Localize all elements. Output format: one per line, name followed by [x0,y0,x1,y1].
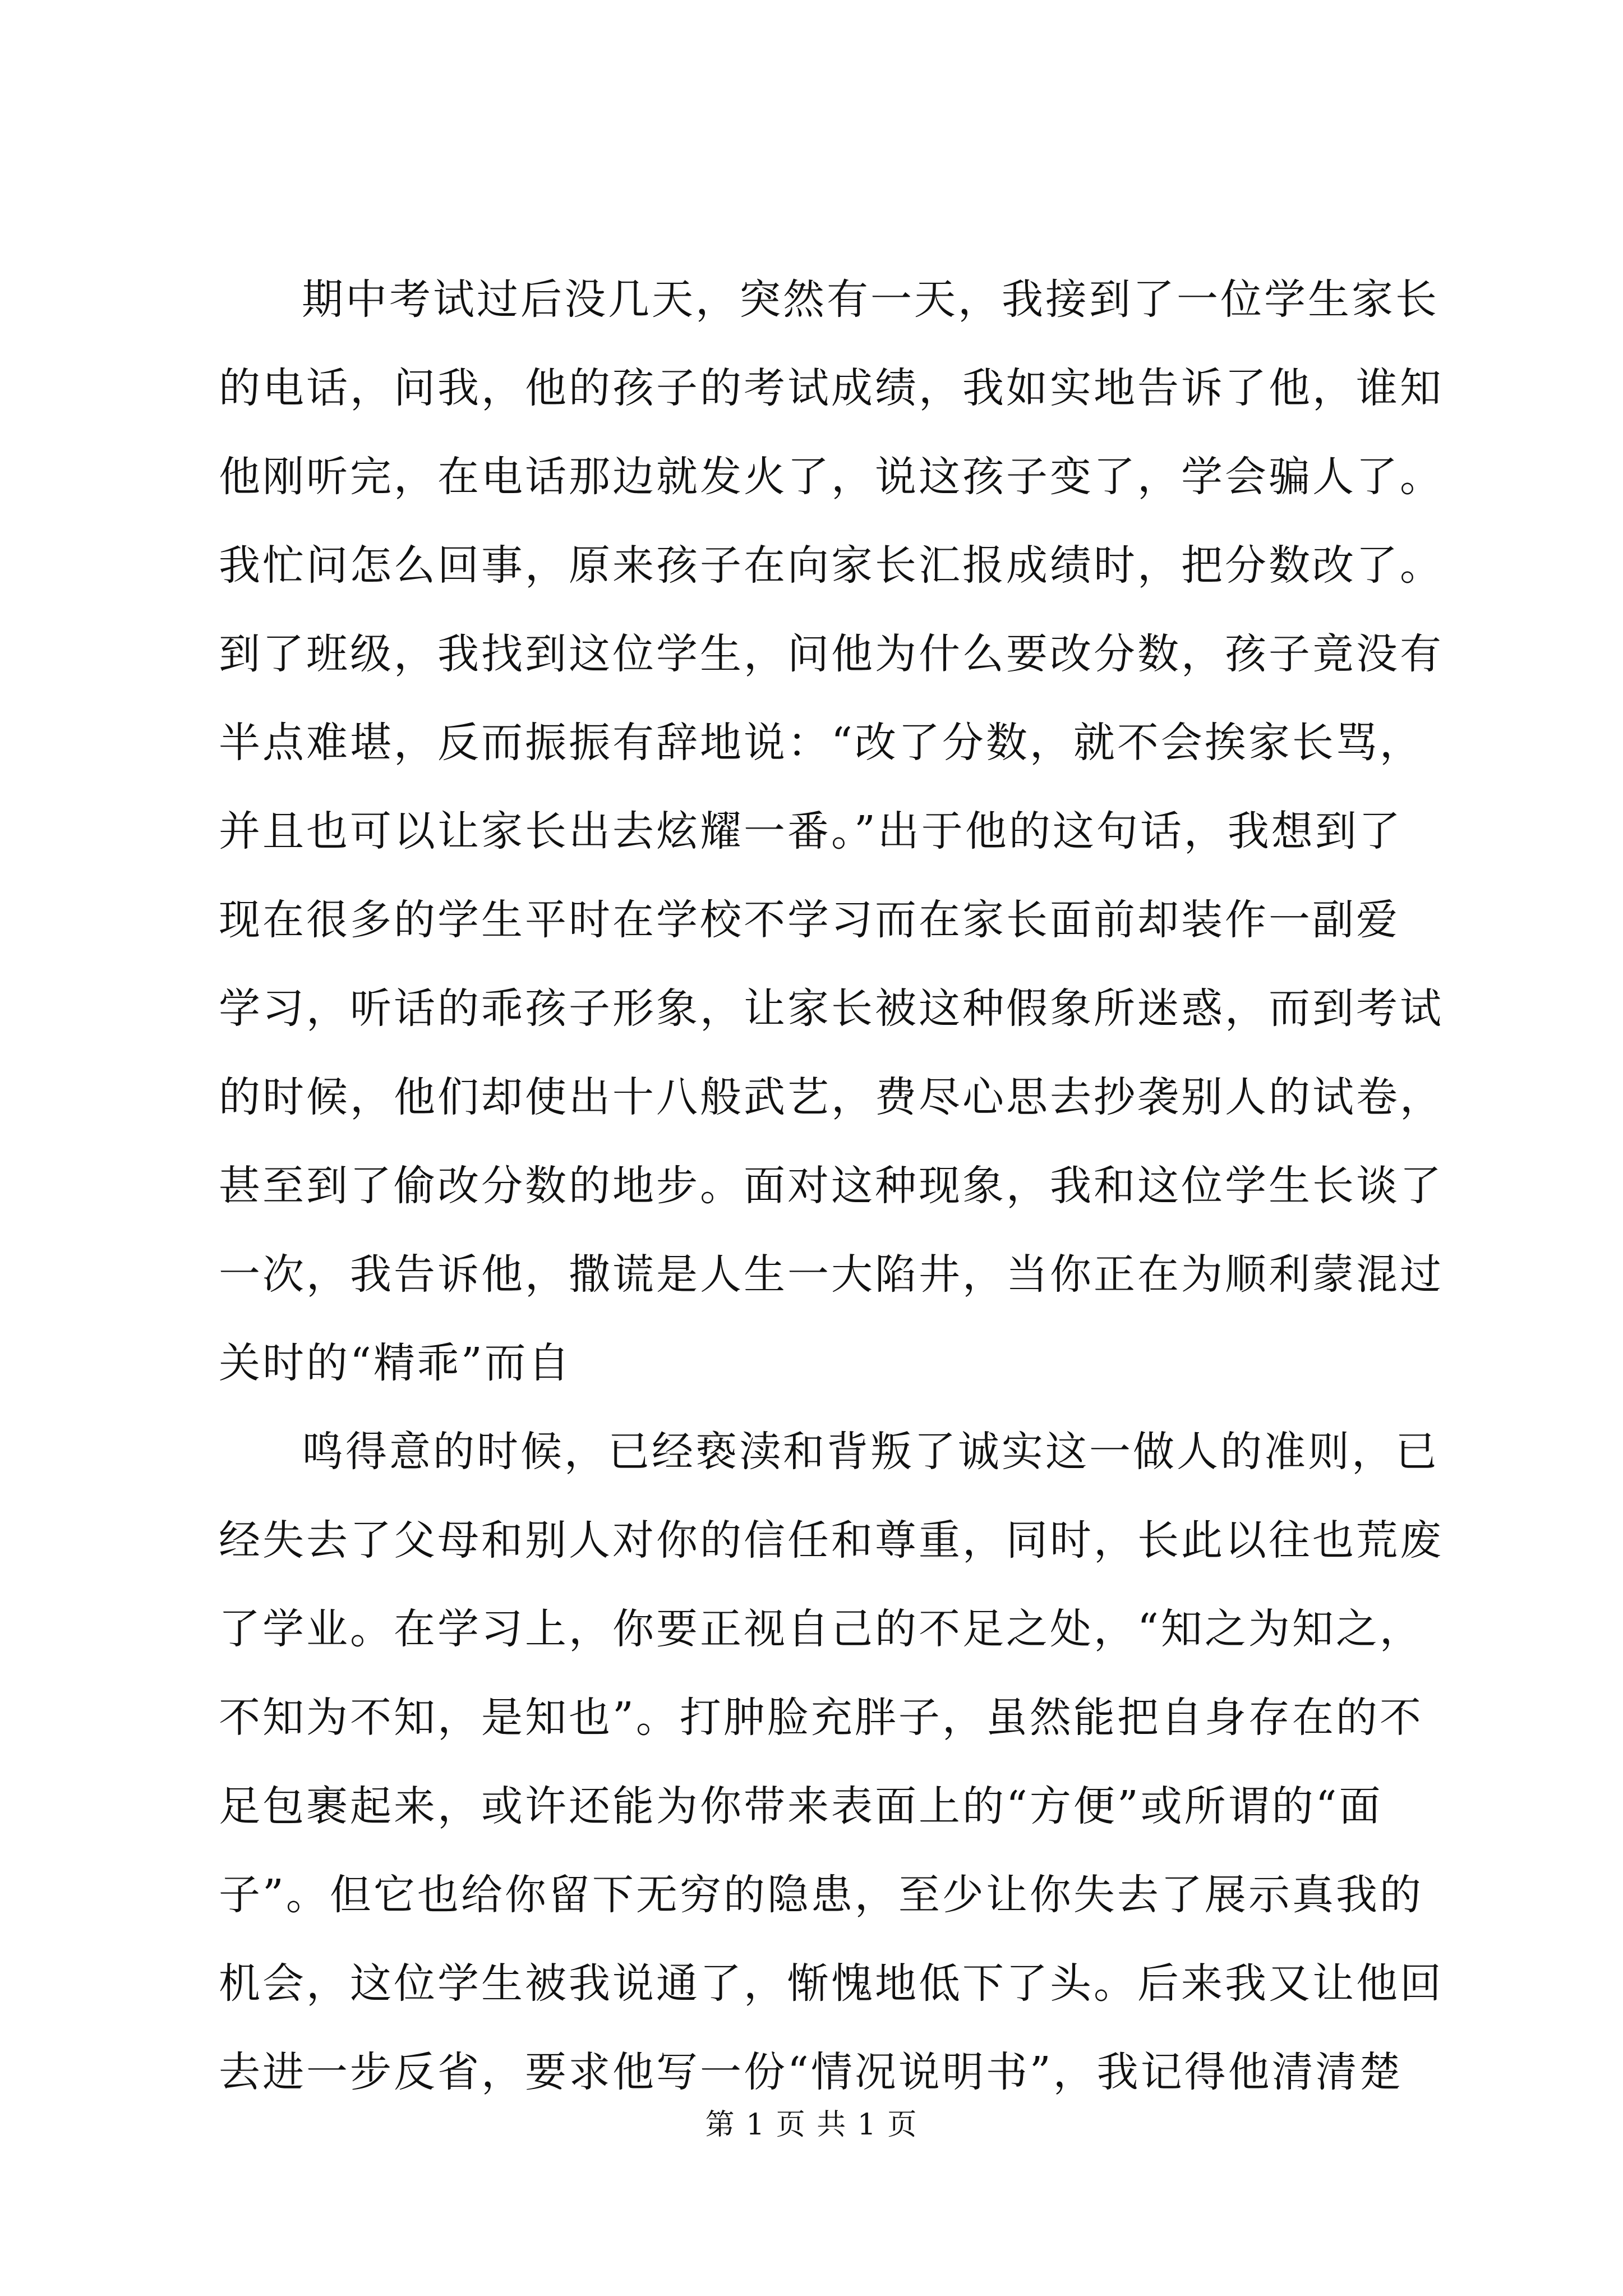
text-line: 经失去了父母和别人对你的信任和尊重，同时，长此以往也荒废 [219,1516,1444,1565]
text-line: 关时的“精乖”而自 [219,1339,572,1387]
text-line: 去进一步反省，要求他写一份“情况说明书”，我记得他清清楚 [219,2048,1403,2096]
text-line: 我忙问怎么回事，原来孩子在向家长汇报成绩时，把分数改了。 [219,541,1444,590]
document-body [219,255,1444,2116]
paragraph-2 [219,1407,1444,2116]
text-line: 甚至到了偷改分数的地步。面对这种现象，我和这位学生长谈了 [219,1162,1444,1210]
text-line: 不知为不知，是知也”。打肿脸充胖子，虽然能把自身存在的不 [219,1694,1423,1742]
text-line: 的电话，问我，他的孩子的考试成绩，我如实地告诉了他，谁知 [219,364,1444,412]
text-line: 子”。但它也给你留下无穷的隐患，至少让你失去了展示真我的 [219,1871,1423,1919]
text-line: 到了班级，我找到这位学生，问他为什么要改分数，孩子竟没有 [219,630,1444,678]
text-line: 的时候，他们却使出十八般武艺，费尽心思去抄袭别人的试卷， [219,1073,1444,1121]
text-line: 机会，这位学生被我说通了，惭愧地低下了头。后来我又让他回 [219,1959,1444,2008]
text-line: 半点难堪，反而振振有辞地说：“改了分数，就不会挨家长骂， [219,719,1423,767]
page-number-label: 第 1 页 共 1 页 [705,2108,918,2142]
text-line: 学习，听话的乖孩子形象，让家长被这种假象所迷惑，而到考试 [219,984,1444,1033]
page-footer [0,2101,1623,2143]
text-line: 鸣得意的时候，已经亵渎和背叛了诚实这一做人的准则，已 [302,1428,1439,1476]
text-line: 期中考试过后没几天，突然有一天，我接到了一位学生家长 [302,275,1439,324]
text-line: 并且也可以让家长出去炫耀一番。”出于他的这句话，我想到了 [219,807,1403,855]
text-line: 了学业。在学习上，你要正视自己的不足之处，“知之为知之， [219,1605,1423,1653]
text-line: 足包裹起来，或许还能为你带来表面上的“方便”或所谓的“面 [219,1782,1383,1830]
text-line: 现在很多的学生平时在学校不学习而在家长面前却装作一副爱 [219,896,1400,944]
paragraph-1 [219,255,1444,1407]
text-line: 他刚听完，在电话那边就发火了，说这孩子变了，学会骗人了。 [219,453,1444,501]
text-line: 一次，我告诉他，撒谎是人生一大陷井，当你正在为顺利蒙混过 [219,1250,1444,1299]
